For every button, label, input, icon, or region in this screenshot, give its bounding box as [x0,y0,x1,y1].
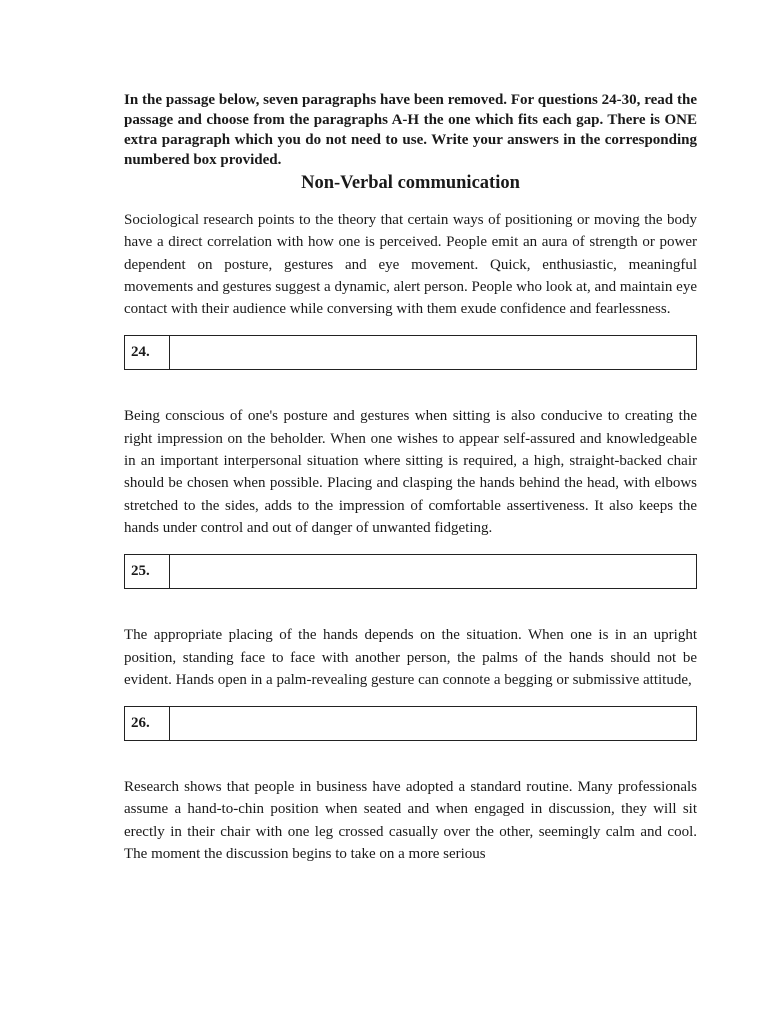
answer-box-26 [124,706,697,741]
answer-number-25: 25. [125,555,170,588]
task-instructions: In the passage below, seven paragraphs have been removed. For questions 24-30, read the passage and choose from the paragraphs A-H the one which fits each gap. There is ONE extra paragraph which you do not need to use. Write your answers in the corresponding numbered box provided. [124,92,697,168]
answer-field-24[interactable] [170,336,696,369]
document-page [124,90,697,865]
answer-number-26: 26. [125,707,170,740]
passage-title: Non-Verbal communication [301,173,520,193]
answer-box-25 [124,554,697,589]
passage-paragraph-1: Sociological research points to the theory that certain ways of positioning or moving the body have a direct correlation with how one is perceived. People emit an aura of strength or power dependent on posture, gestures and eye movement. Quick, enthusiastic, meaningful movements and gestures suggest a dynamic, alert person. People who look at, and maintain eye contact with their audience while conversing with them exude confidence and fearlessness. [124,212,697,318]
answer-field-26[interactable] [170,707,696,740]
passage-paragraph-2: Being conscious of one's posture and gestures when sitting is also conducive to creating the right impression on the beholder. When one wishes to appear self-assured and knowledgeable in an important interpersonal situation where sitting is required, a high, straight-backed chair should be chosen when possible. Placing and clasping the hands behind the head, with elbows stretched to the sides, adds to the impression of comfortable assertiveness. It also keeps the hands under control and out of danger of unwanted fidgeting. [124,408,697,536]
passage-paragraph-4: Research shows that people in business have adopted a standard routine. Many professionals assume a hand-to-chin position when seated and when engaged in discussion, they will sit erectly in their chair with one leg crossed casually over the other, seemingly calm and cool. The moment the discussion begins to take on a more serious [124,779,697,863]
passage-paragraph-3: The appropriate placing of the hands depends on the situation. When one is in an upright position, standing face to face with another person, the palms of the hands should not be evident. Hands open in a palm-revealing gesture can connote a begging or submissive attitude, [124,627,697,688]
answer-number-24: 24. [125,336,170,369]
answer-field-25[interactable] [170,555,696,588]
answer-box-24 [124,335,697,370]
